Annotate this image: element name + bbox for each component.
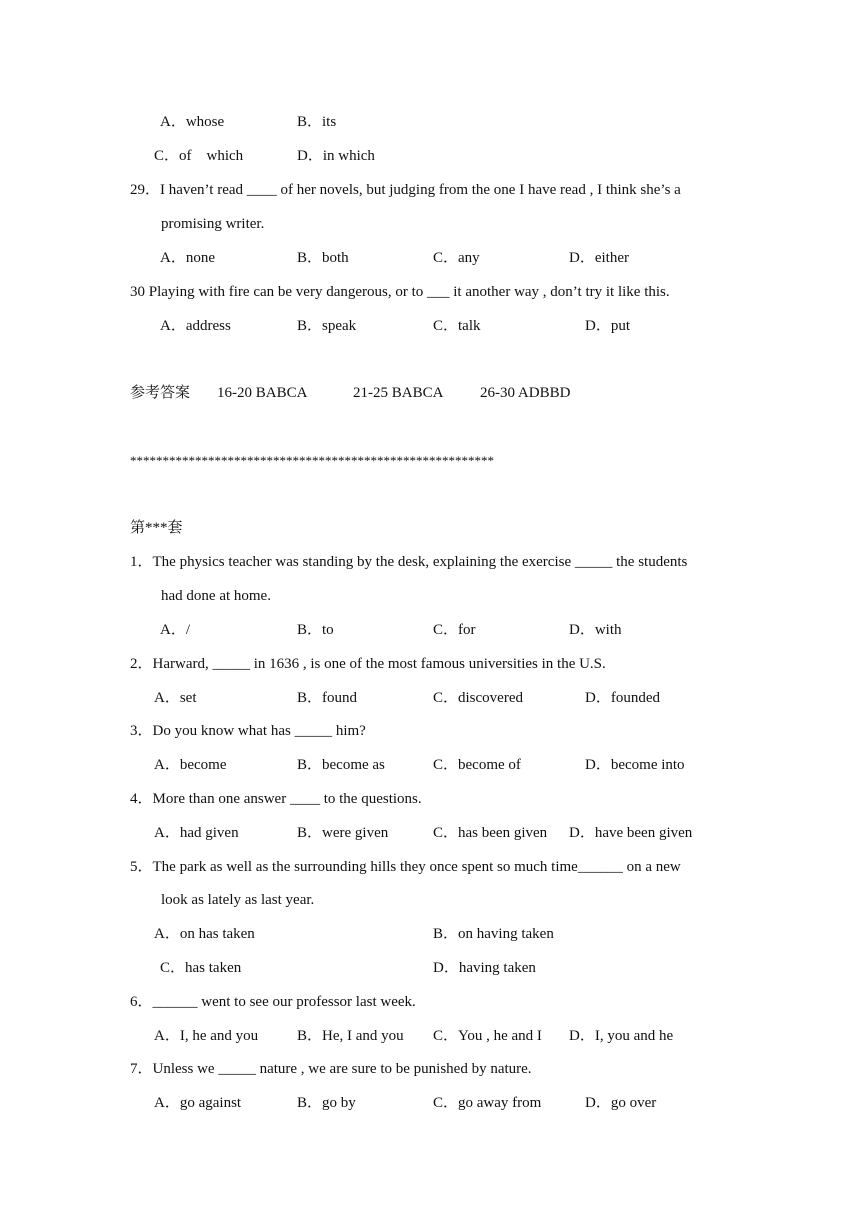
q5-option-d: D．having taken <box>433 960 536 976</box>
q3-option-b: B．become as <box>297 757 385 773</box>
q1-option-a: A．/ <box>160 622 191 638</box>
separator-stars: ******************************************************** <box>130 453 494 468</box>
q1-option-d: D．with <box>569 622 622 638</box>
q4-option-c: C．has been given <box>433 825 548 841</box>
option-d: D．in which <box>297 148 375 164</box>
q2-option-c: C．discovered <box>433 690 523 706</box>
q6-option-c: C．You , he and I <box>433 1028 542 1044</box>
question-1: 1．The physics teacher was standing by the desk, explaining the exercise _____ the students <box>130 554 688 570</box>
q7-option-b: B．go by <box>297 1095 356 1111</box>
question-5-cont: look as lately as last year. <box>161 892 315 908</box>
option-c: C．of which <box>154 148 244 164</box>
question-3: 3．Do you know what has _____ him? <box>130 723 366 739</box>
q29-option-b: B．both <box>297 250 349 266</box>
question-2: 2．Harward, _____ in 1636 , is one of the most famous universities in the U.S. <box>130 656 606 672</box>
q29-option-c: C．any <box>433 250 480 266</box>
q6-option-d: D．I, you and he <box>569 1028 674 1044</box>
q4-option-d: D．have been given <box>569 825 693 841</box>
question-4: 4．More than one answer ____ to the questions. <box>130 791 422 807</box>
q2-option-a: A．set <box>154 690 197 706</box>
question-29-cont: promising writer. <box>161 216 265 232</box>
q29-option-d: D．either <box>569 250 629 266</box>
q5-option-b: B．on having taken <box>433 926 554 942</box>
q1-option-b: B．to <box>297 622 334 638</box>
question-1-cont: had done at home. <box>161 588 271 604</box>
q30-option-a: A．address <box>160 318 231 334</box>
question-29: 29．I haven’t read ____ of her novels, but judging from the one I have read , I think she’s a <box>130 182 681 198</box>
q3-option-c: C．become of <box>433 757 521 773</box>
answer-key-1: 16-20 BABCA <box>217 385 308 401</box>
option-a: A．whose <box>160 114 225 130</box>
answer-key-2: 21-25 BABCA <box>353 385 444 401</box>
q7-option-d: D．go over <box>585 1095 657 1111</box>
q30-option-b: B．speak <box>297 318 357 334</box>
answer-key-label: 参考答案 <box>130 385 191 401</box>
q6-option-b: B．He, I and you <box>297 1028 404 1044</box>
q2-option-d: D．founded <box>585 690 660 706</box>
question-6: 6．______ went to see our professor last week. <box>130 994 416 1010</box>
q30-option-d: D．put <box>585 318 631 334</box>
q7-option-c: C．go away from <box>433 1095 542 1111</box>
q29-option-a: A．none <box>160 250 215 266</box>
option-b: B．its <box>297 114 337 130</box>
q4-option-b: B．were given <box>297 825 389 841</box>
q4-option-a: A．had given <box>154 825 239 841</box>
set-title: 第***套 <box>130 520 183 536</box>
q7-option-a: A．go against <box>154 1095 242 1111</box>
question-5: 5．The park as well as the surrounding hills they once spent so much time______ on a new <box>130 859 681 875</box>
q5-option-c: C．has taken <box>160 960 242 976</box>
q6-option-a: A．I, he and you <box>154 1028 259 1044</box>
q3-option-a: A．become <box>154 757 227 773</box>
question-7: 7．Unless we _____ nature , we are sure to be punished by nature. <box>130 1061 532 1077</box>
q3-option-d: D．become into <box>585 757 685 773</box>
q5-option-a: A．on has taken <box>154 926 255 942</box>
question-30: 30 Playing with fire can be very dangerous, or to ___ it another way , don’t try it like this. <box>130 284 670 300</box>
q2-option-b: B．found <box>297 690 358 706</box>
answer-key-3: 26-30 ADBBD <box>480 385 571 401</box>
q1-option-c: C．for <box>433 622 476 638</box>
q30-option-c: C．talk <box>433 318 481 334</box>
